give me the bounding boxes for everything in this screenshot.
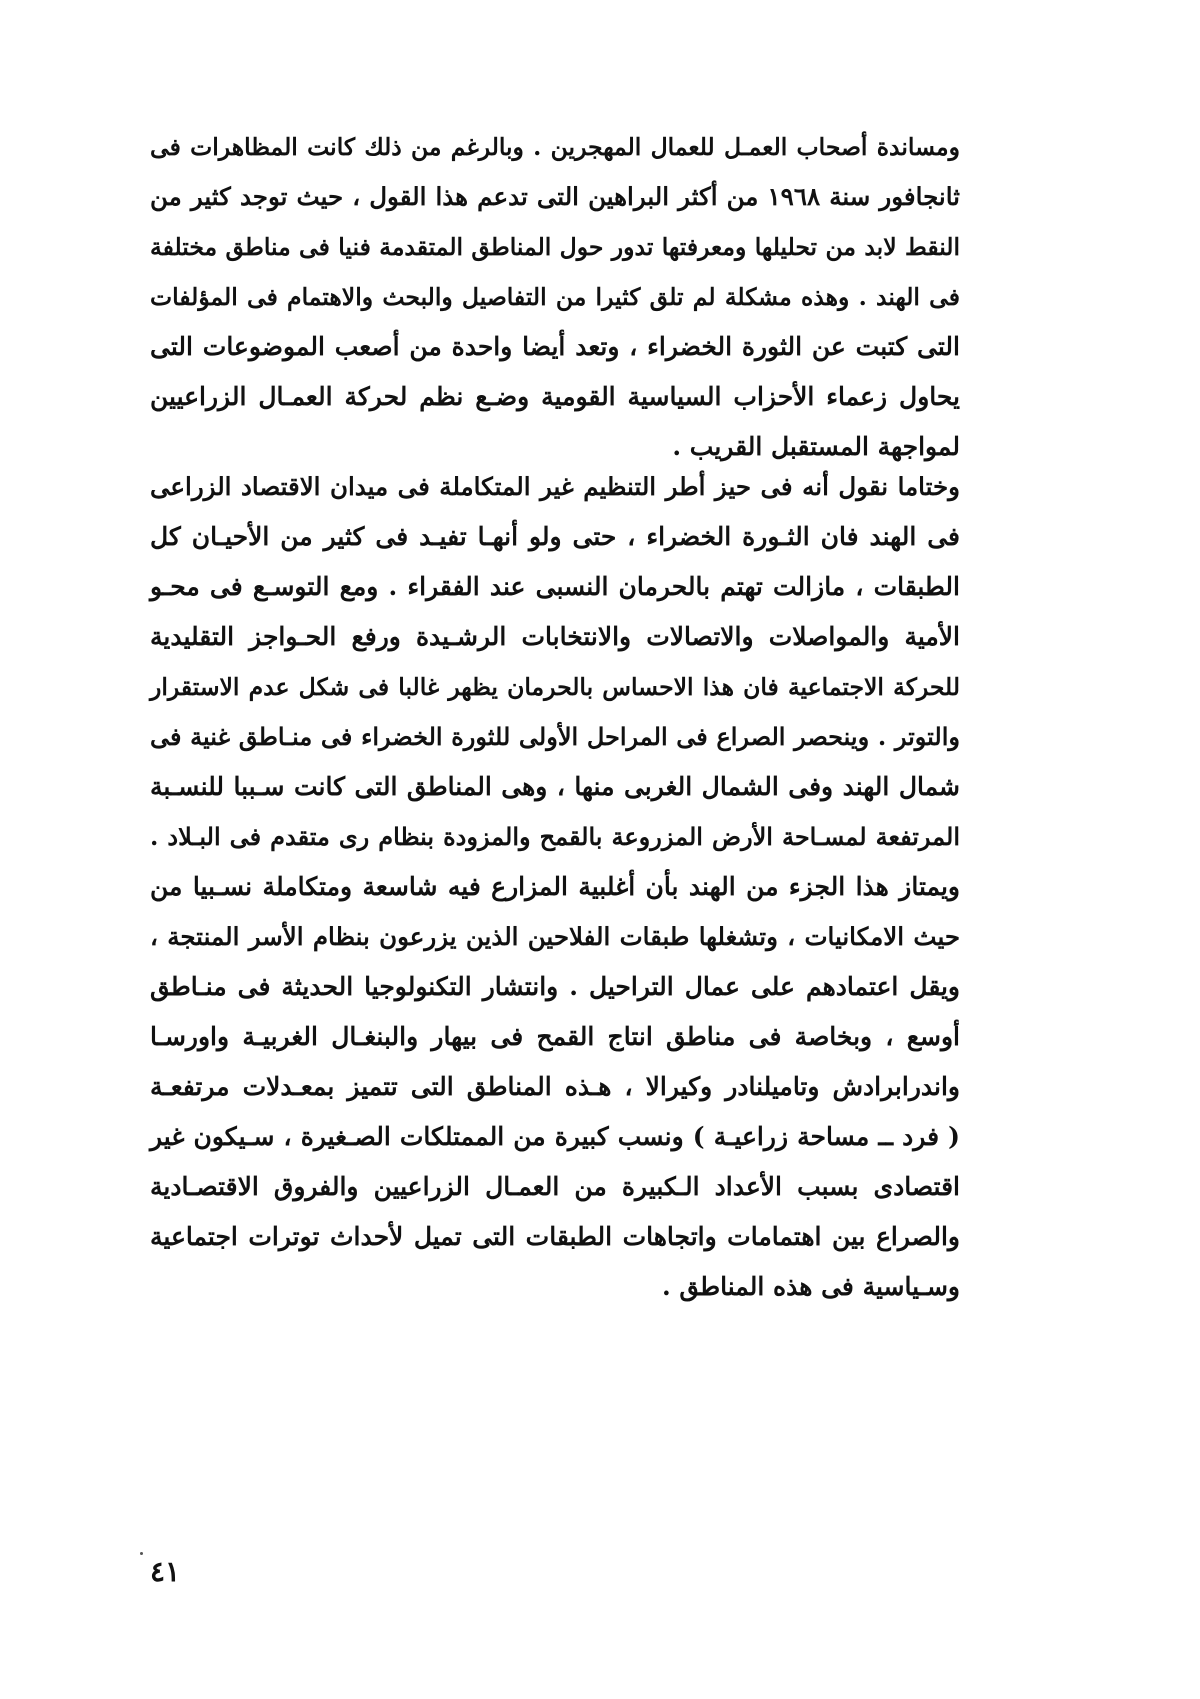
scan-speck (140, 1552, 143, 1555)
text-line: أوسع ، وبخاصة فى مناطق انتاج القمح فى بيهار والبنغـال الغربيـة واورسـا (150, 1022, 960, 1051)
text-line: ثانجافور سنة ١٩٦٨ من أكثر البراهين التى تدعم هذا القول ، حيث توجد كثير من (150, 182, 960, 211)
text-line: الأمية والمواصلات والاتصالات والانتخابات الرشـيدة ورفع الحـواجز التقليدية (150, 622, 960, 651)
page-number: ٤١ (150, 1555, 181, 1588)
text-line: المرتفعة لمسـاحة الأرض المزروعة بالقمح والمزودة بنظام رى متقدم فى البـلاد . (150, 822, 960, 851)
text-line: النقط لابد من تحليلها ومعرفتها تدور حول المناطق المتقدمة فنيا فى مناطق مختلفة (150, 233, 960, 261)
text-line: للحركة الاجتماعية فان هذا الاحساس بالحرمان يظهر غالبا فى شكل عدم الاستقرار (150, 673, 960, 701)
text-line: ويمتاز هذا الجزء من الهند بأن أغلبية المزارع فيه شاسعة ومتكاملة نسـبيا من (150, 872, 960, 901)
text-line: فى الهند فان الثـورة الخضراء ، حتى ولو أنهـا تفيـد فى كثير من الأحيـان كل (150, 522, 960, 551)
text-line: الطبقات ، مازالت تهتم بالحرمان النسبى عند الفقراء . ومع التوسـع فى محـو (150, 572, 960, 601)
text-line: والصراع بين اهتمامات واتجاهات الطبقات التى تميل لأحداث توترات اجتماعية (150, 1222, 960, 1251)
text-line: والتوتر . وينحصر الصراع فى المراحل الأولى للثورة الخضراء فى منـاطق غنية فى (150, 722, 960, 751)
text-line: وختاما نقول أنه فى حيز أطر التنظيم غير المتكاملة فى ميدان الاقتصاد الزراعى (150, 472, 960, 501)
text-line: اقتصادى بسبب الأعداد الـكبيرة من العمـال الزراعيين والفروق الاقتصـادية (150, 1172, 960, 1201)
text-line: فى الهند . وهذه مشكلة لم تلق كثيرا من التفاصيل والبحث والاهتمام فى المؤلفات (150, 283, 960, 311)
text-line: التى كتبت عن الثورة الخضراء ، وتعد أيضا واحدة من أصعب الموضوعات التى (150, 332, 960, 361)
text-line: ( فرد ــ مساحة زراعيـة ) ونسب كبيرة من الممتلكات الصـغيرة ، سـيكون غير (150, 1122, 960, 1151)
text-line: ويقل اعتمادهم على عمال التراحيل . وانتشار التكنولوجيا الحديثة فى منـاطق (150, 972, 960, 1001)
paragraph-1 (150, 122, 960, 472)
text-line: وسـياسية فى هذه المناطق . (661, 1272, 960, 1301)
text-line: حيث الامكانيات ، وتشغلها طبقات الفلاحين الذين يزرعون بنظام الأسر المنتجة ، (150, 922, 960, 951)
text-line: لمواجهة المستقبل القريب . (672, 432, 960, 461)
text-line: يحاول زعماء الأحزاب السياسية القومية وضـع نظم لحركة العمـال الزراعيين (150, 382, 960, 411)
text-line: ومساندة أصحاب العمـل للعمال المهجرين . وبالرغم من ذلك كانت المظاهرات فى (150, 133, 960, 161)
text-line: شمال الهند وفى الشمال الغربى منها ، وهى المناطق التى كانت سـببا للنسـبة (150, 772, 960, 801)
text-line: واندرابرادش وتاميلنادر وكيرالا ، هـذه المناطق التى تتميز بمعـدلات مرتفعـة (150, 1072, 960, 1101)
paragraph-2 (150, 462, 960, 1312)
